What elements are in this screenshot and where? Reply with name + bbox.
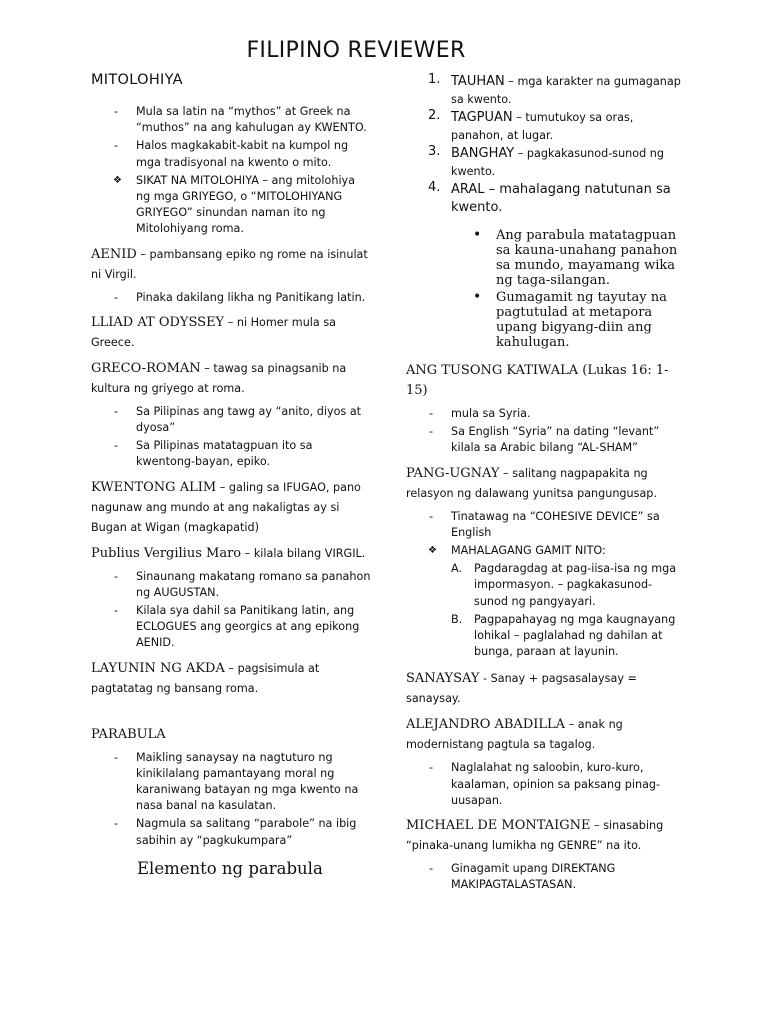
- definition: – pambansang epiko ng rome na isinulat ni Virgil.: [91, 247, 368, 281]
- definition: – sinasabing “pinaka-unang lumikha ng GENRE” na ito.: [406, 819, 664, 853]
- term: Publius Vergilius Maro: [91, 545, 242, 561]
- list-item: B. Pagpapahayag ng mga kaugnayang lohikal – paglalahad ng dahilan at bunga, paraan at layunin.: [451, 612, 676, 659]
- list-item: 2. TAGPUAN – tumutukoy sa oras, panahon, at lugar.: [428, 108, 634, 142]
- term: ANG TUSONG KATIWALA (Lukas 16: 1-15): [406, 363, 669, 398]
- list-item: A. Pagdaragdag at pag-iisa-isa ng mga impormasyon. – pagkakasunod-sunod ng pangyayari.: [451, 562, 677, 608]
- list-item: ❖ MAHALAGANG GAMIT NITO:: [406, 543, 684, 559]
- list-item: - Kilala sya dahil sa Panitikang latin, ang ECLOGUES ang georgics at ang epikong AENID.: [91, 603, 371, 652]
- right-column: [406, 72, 684, 899]
- section-lliad: [91, 312, 371, 352]
- gamit-list: [406, 561, 684, 660]
- montaigne-list: [406, 861, 684, 893]
- list-item: 1. TAUHAN – mga karakter na gumaganap sa kwento.: [428, 72, 681, 106]
- page-title: FILIPINO REVIEWER: [246, 38, 466, 63]
- definition: – pagsisimula at pagtatatag ng bansang roma.: [91, 661, 320, 695]
- section-montaigne: [406, 815, 684, 855]
- left-column: [91, 72, 371, 878]
- definition: – tawag sa pinagsanib na kultura ng griyego at roma.: [91, 361, 347, 395]
- section-parabula: [91, 724, 371, 744]
- list-item: - Pinaka dakilang likha ng Panitikang latin.: [91, 290, 371, 306]
- mitolohiya-list: [91, 104, 371, 238]
- section-sanaysay: [406, 668, 684, 708]
- definition: – galing sa IFUGAO, pano nagunaw ang mundo at ang nakaligtas ay si Bugan at Wigan (magkapatid): [91, 480, 361, 534]
- term: PANG-UGNAY: [406, 465, 500, 481]
- tuso-list: [406, 406, 684, 457]
- abadilla-list: [406, 760, 684, 809]
- list-item: - Sa English “Syria” na dating “levant” kilala sa Arabic bilang “AL-SHAM”: [406, 424, 684, 456]
- list-item: - Sinaunang makatang romano sa panahon ng AUGUSTAN.: [91, 569, 371, 601]
- term: MICHAEL DE MONTAIGNE: [406, 818, 591, 834]
- definition: – kilala bilang VIRGIL.: [241, 546, 366, 560]
- list-item: - Maikling sanaysay na nagtuturo ng kinikilalang pamantayang moral ng karaniwang batayan ng mga kwento na nasa banal na kasulatan.: [91, 750, 371, 815]
- list-item: • Ang parabula matatagpuan sa kauna-unahang panahon sa mundo, mayamang wika ng taga-silangan.: [406, 228, 684, 288]
- term: AENID: [91, 246, 137, 262]
- term: SANAYSAY: [406, 671, 480, 687]
- list-item: - Naglalahat ng saloobin, kuro-kuro, kaalaman, opinion sa paksang pinag-uusapan.: [406, 760, 684, 809]
- list-item: - Tinatawag na “COHESIVE DEVICE” sa English: [406, 509, 684, 541]
- list-item: - Nagmula sa salitang “parabole” na ibig sabihin ay “pagkukumpara”: [91, 816, 371, 848]
- list-item: - Sa Pilipinas ang tawg ay “anito, diyos at dyosa”: [91, 404, 371, 436]
- greco-list: [91, 404, 371, 471]
- pangugnay-list: [406, 509, 684, 560]
- definition: - Sanay + pagsasalaysay = sanaysay.: [406, 672, 637, 706]
- heading-parabula: PARABULA: [91, 726, 166, 742]
- section-publius: [91, 543, 371, 563]
- definition: – ni Homer mula sa Greece.: [91, 315, 337, 349]
- list-item: ❖ SIKAT NA MITOLOHIYA – ang mitolohiya ng mga GRIYEGO, o “MITOLOHIYANG GRIYEGO” sinundan naman ito ng Mitolohiyang roma.: [91, 173, 371, 238]
- list-item: - Sa Pilipinas matatagpuan ito sa kwentong-bayan, epiko.: [91, 438, 371, 470]
- term: ALEJANDRO ABADILLA: [406, 717, 566, 733]
- section-abadilla: [406, 714, 684, 754]
- parabula-notes: [406, 228, 684, 350]
- term: GRECO-ROMAN: [91, 360, 201, 376]
- section-aenid: [91, 244, 371, 284]
- term: LAYUNIN NG AKDA: [91, 660, 225, 676]
- section-layunin: [91, 658, 371, 698]
- section-greco-roman: [91, 358, 371, 398]
- definition: – anak ng modernistang pagtula sa tagalog.: [406, 718, 623, 752]
- heading-mitolohiya: MITOLOHIYA: [91, 72, 183, 88]
- section-tusong-katiwala: [406, 360, 684, 400]
- parabula-list: [91, 750, 371, 849]
- heading-elemento: Elemento ng parabula: [137, 858, 323, 878]
- term: LLIAD AT ODYSSEY: [91, 314, 225, 330]
- elements-list: [406, 72, 684, 216]
- definition: – salitang nagpapakita ng relasyon ng dalawang yunitsa pangungusap.: [406, 466, 657, 500]
- list-item: - mula sa Syria.: [406, 406, 684, 422]
- publius-list: [91, 569, 371, 652]
- list-item: 4. ARAL – mahalagang natutunan sa kwento.: [428, 180, 671, 215]
- aenid-list: [91, 290, 371, 306]
- list-item: 3. BANGHAY – pagkakasunod-sunod ng kwento.: [428, 144, 664, 178]
- section-kwentong-alim: [91, 477, 371, 537]
- section-pang-ugnay: [406, 463, 684, 503]
- term: KWENTONG ALIM: [91, 479, 217, 495]
- list-item: • Gumagamit ng tayutay na pagtutulad at metapora upang bigyang-diin ang kahulugan.: [406, 290, 684, 350]
- list-item: - Halos magkakabit-kabit na kumpol ng mga tradisyonal na kwento o mito.: [91, 138, 371, 170]
- list-item: - Ginagamit upang DIREKTANG MAKIPAGTALASTASAN.: [406, 861, 684, 893]
- list-item: - Mula sa latin na “mythos” at Greek na “muthos” na ang kahulugan ay KWENTO.: [91, 104, 371, 136]
